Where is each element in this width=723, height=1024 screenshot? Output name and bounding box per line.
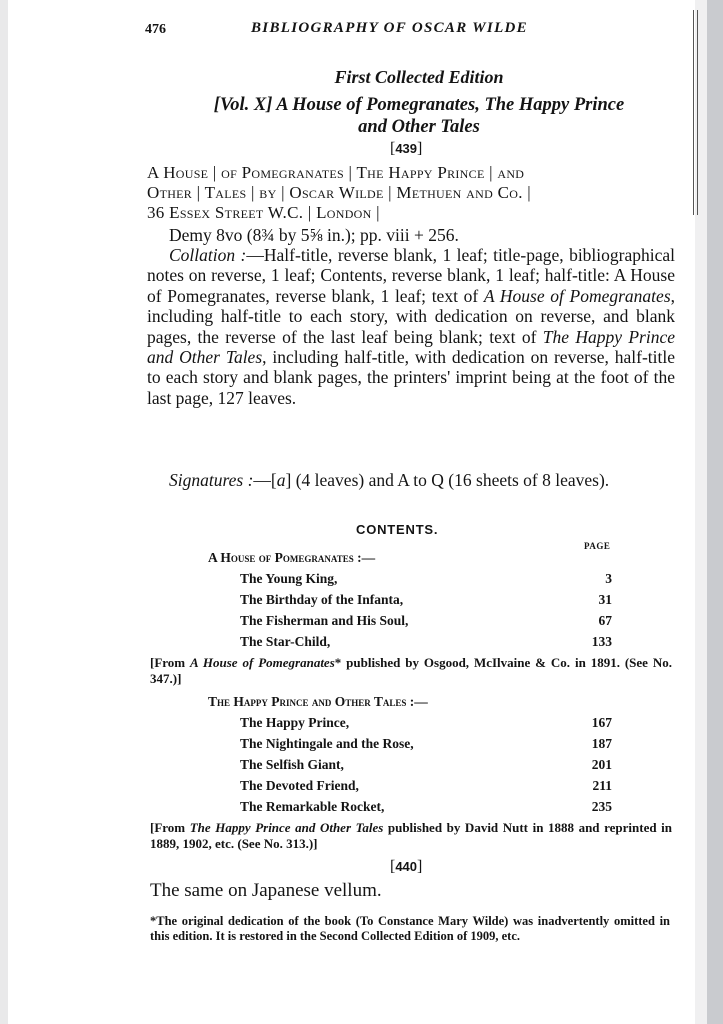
signatures-paragraph: Signatures :—[a] (4 leaves) and A to Q (16 sheets of 8 leaves). <box>169 470 610 490</box>
entry-number-440: [440] <box>390 858 423 875</box>
title-page-line2: Other | Tales | by | Oscar Wilde | Methuen and Co. | <box>147 183 532 202</box>
toc-row: The Devoted Friend, 211 <box>240 778 612 793</box>
toc-row: The Young King, 3 <box>240 571 612 586</box>
toc-row: The Nightingale and the Rose, 187 <box>240 736 612 751</box>
running-title: BIBLIOGRAPHY OF OSCAR WILDE <box>251 20 528 36</box>
japanese-vellum-line: The same on Japanese vellum. <box>150 880 382 901</box>
running-header <box>145 20 693 42</box>
page-number: 476 <box>145 22 166 37</box>
toc-row: The Star-Child, 133 <box>240 634 612 649</box>
margin-rule <box>693 10 694 215</box>
toc-row: The Happy Prince, 167 <box>240 715 612 730</box>
entry-number-439: [439] <box>390 140 423 157</box>
page-column-label: PAGE <box>584 541 611 551</box>
format-line: Demy 8vo (8¾ by 5⅝ in.); pp. viii + 256. <box>169 225 459 245</box>
toc-row: The Remarkable Rocket, 235 <box>240 799 612 814</box>
page-edge-left <box>0 0 8 1024</box>
source-note-pomegranates: [From A House of Pomegranates* published by Osgood, McIlvaine & Co. in 1891. (See No. 347.)] <box>150 655 672 686</box>
footnote: *The original dedication of the book (To Constance Mary Wilde) was inadvertently omitted in this edition. It is restored in the Second Collected Edition of 1909, etc. <box>150 914 670 943</box>
toc-row: The Birthday of the Infanta, 31 <box>240 592 612 607</box>
contents-heading: CONTENTS. <box>356 522 439 537</box>
title-page-line3: 36 Essex Street W.C. | London | <box>147 203 380 222</box>
section-heading-happy-prince: The Happy Prince and Other Tales :— <box>208 694 428 709</box>
volume-title-line1: [Vol. X] A House of Pomegranates, The Happy Prince <box>213 95 625 115</box>
toc-row: The Selfish Giant, 201 <box>240 757 612 772</box>
collation-paragraph: Collation :—Half-title, reverse blank, 1 leaf; title-page, bibliographical notes on reverse, 1 leaf; Contents, reverse blank, 1 leaf; half-title: A House of Pomegranates, reverse blank, 1 leaf; text of A House of Pomegranates, including half-title to each story, with dedication on reverse, and blank pages, the reverse of the last leaf being blank; text of The Happy Prince and Other Tales, including half-title, with dedication on reverse, half-title to each story and blank pages, the printers' imprint being at the foot of the last page, 127 leaves. <box>147 245 676 408</box>
volume-title-line2: and Other Tales <box>358 117 480 137</box>
margin-rule <box>697 10 698 215</box>
title-page-line1: A House | of Pomegranates | The Happy Prince | and <box>147 163 525 182</box>
section-heading-pomegranates: A House of Pomegranates :— <box>208 550 376 565</box>
toc-row: The Fisherman and His Soul, 67 <box>240 613 612 628</box>
edition-title: First Collected Edition <box>334 67 504 87</box>
page-edge-right <box>707 0 723 1024</box>
source-note-happy-prince: [From The Happy Prince and Other Tales published by David Nutt in 1888 and reprinted in 1889, 1902, etc. (See No. 313.)] <box>150 820 673 851</box>
